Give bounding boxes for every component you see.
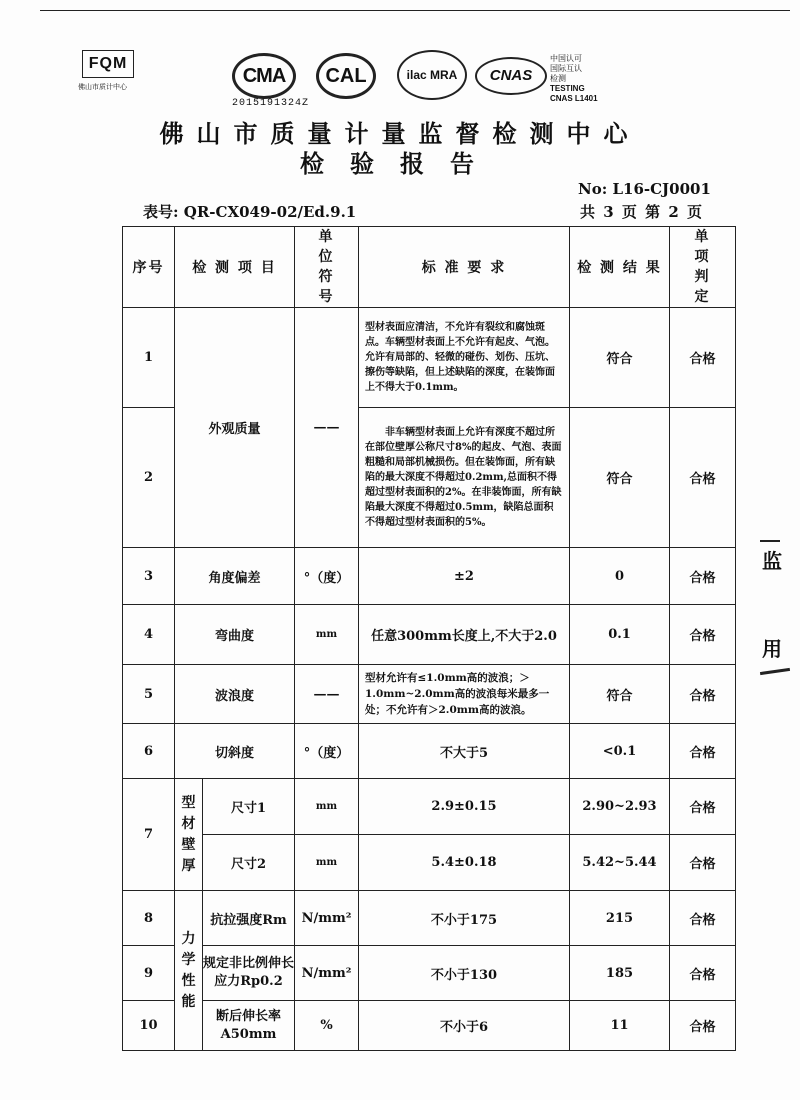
row-item: 切斜度 [175, 724, 295, 779]
row-result: 185 [570, 946, 670, 1001]
row-result: 2.90~2.93 [570, 779, 670, 835]
row-seq: 7 [123, 779, 175, 891]
row-judge: 合格 [670, 308, 736, 408]
row-std: 5.4±0.18 [359, 835, 570, 891]
table-row [123, 835, 736, 891]
col-header-judgement [670, 227, 736, 308]
row-judge: 合格 [670, 891, 736, 946]
table-row [123, 779, 736, 835]
row-std: 2.9±0.15 [359, 779, 570, 835]
row-judge: 合格 [670, 605, 736, 665]
row-item: 波浪度 [175, 665, 295, 724]
row-item: 断后伸长率A50mm [203, 1001, 295, 1051]
col-header-seq: 序号 [123, 227, 175, 308]
table-row [123, 891, 736, 946]
table-row [123, 605, 736, 665]
table-row [123, 724, 736, 779]
row-seq: 4 [123, 605, 175, 665]
margin-stamp-line [760, 668, 790, 675]
row-unit: N/mm² [295, 946, 359, 1001]
report-number: No: L16-CJ0001 [578, 180, 711, 198]
row-seq: 9 [123, 946, 175, 1001]
row-judge: 合格 [670, 408, 736, 548]
row-unit: —— [295, 665, 359, 724]
cma-seal: CMA [232, 53, 296, 99]
table-row [123, 665, 736, 724]
row-item: 角度偏差 [175, 548, 295, 605]
row-unit: °（度） [295, 548, 359, 605]
cma-number: 2015191324Z [232, 98, 310, 109]
row-result: 符合 [570, 308, 670, 408]
cal-seal: CAL [316, 53, 376, 99]
row-result: 215 [570, 891, 670, 946]
col-header-std: 标 准 要 求 [359, 227, 570, 308]
row-seq: 6 [123, 724, 175, 779]
col-header-item: 检 测 项 目 [175, 227, 295, 308]
row-result: 5.42~5.44 [570, 835, 670, 891]
cnas-text-en1: TESTING [550, 84, 585, 93]
cnas-logo: CNAS [475, 57, 547, 95]
row-std: 不小于6 [359, 1001, 570, 1051]
group-wall-thickness [175, 779, 203, 891]
row-result: 符合 [570, 408, 670, 548]
row-seq: 8 [123, 891, 175, 946]
row-result: 11 [570, 1001, 670, 1051]
row-judge: 合格 [670, 548, 736, 605]
row-item: 规定非比例伸长应力Rp0.2 [203, 946, 295, 1001]
top-border-line [40, 10, 790, 11]
row-judge: 合格 [670, 946, 736, 1001]
col-header-unit-text: 单位符号 [318, 229, 335, 305]
group-appearance: 外观质量 [175, 308, 295, 548]
row-unit: mm [295, 779, 359, 835]
table-row [123, 946, 736, 1001]
row-unit: N/mm² [295, 891, 359, 946]
cnas-text-block [550, 54, 598, 104]
row-seq: 2 [123, 408, 175, 548]
row-item: 弯曲度 [175, 605, 295, 665]
row-judge: 合格 [670, 1001, 736, 1051]
row-unit: % [295, 1001, 359, 1051]
row-judge: 合格 [670, 779, 736, 835]
inspection-table [122, 226, 736, 1051]
row-result: 符合 [570, 665, 670, 724]
group-mechanical [175, 891, 203, 1051]
cnas-text-cn3: 检测 [550, 74, 566, 83]
table-row [123, 548, 736, 605]
row-unit: °（度） [295, 724, 359, 779]
row-unit: —— [295, 308, 359, 548]
margin-stamp-fragment-1: 监 [762, 549, 782, 573]
row-std: 不小于175 [359, 891, 570, 946]
cnas-text-en2: CNAS L1401 [550, 94, 598, 103]
fqm-subtitle: 佛山市质计中心 [78, 84, 127, 91]
form-number: 表号: QR-CX049-02/Ed.9.1 [143, 203, 357, 221]
row-std: 型材允许有≤1.0mm高的波浪；＞1.0mm~2.0mm高的波浪每米最多一处；不允许有＞2.0mm高的波浪。 [359, 665, 570, 724]
row-seq: 10 [123, 1001, 175, 1051]
row-result: <0.1 [570, 724, 670, 779]
col-header-unit [295, 227, 359, 308]
row-std: 任意300mm长度上,不大于2.0 [359, 605, 570, 665]
table-row [123, 308, 736, 408]
row-std: 不小于130 [359, 946, 570, 1001]
org-title: 佛山市质量计量监督检测中心 [159, 119, 641, 148]
margin-stamp-mark [760, 540, 780, 542]
table-header-row [123, 227, 736, 308]
row-std: 型材表面应清洁，不允许有裂纹和腐蚀斑点。车辆型材表面上不允许有起皮、气泡。允许有局部的、轻微的碰伤、划伤、压坑、擦伤等缺陷，但上述缺陷的深度，在装饰面上不得大于0.1mm。 [359, 308, 570, 408]
report-title: 检验报告 [300, 149, 500, 178]
col-header-result: 检 测 结 果 [570, 227, 670, 308]
row-std: ±2 [359, 548, 570, 605]
row-seq: 3 [123, 548, 175, 605]
group-wall-thickness-text: 型材壁厚 [181, 794, 196, 874]
row-item: 尺寸1 [203, 779, 295, 835]
margin-stamp-fragment-2: 用 [762, 637, 782, 661]
table-row [123, 1001, 736, 1051]
row-judge: 合格 [670, 835, 736, 891]
row-judge: 合格 [670, 665, 736, 724]
row-item: 抗拉强度Rm [203, 891, 295, 946]
row-result: 0 [570, 548, 670, 605]
row-seq: 5 [123, 665, 175, 724]
row-std: 不大于5 [359, 724, 570, 779]
fqm-logo: FQM [82, 50, 134, 78]
cnas-text-cn2: 国际互认 [550, 64, 582, 73]
row-unit: mm [295, 605, 359, 665]
page-info: 共 3 页 第 2 页 [580, 203, 702, 221]
row-unit: mm [295, 835, 359, 891]
cnas-text-cn1: 中国认可 [550, 54, 582, 63]
row-result: 0.1 [570, 605, 670, 665]
row-judge: 合格 [670, 724, 736, 779]
row-item: 尺寸2 [203, 835, 295, 891]
row-std: 非车辆型材表面上允许有深度不超过所在部位壁厚公称尺寸8%的起皮、气泡、表面粗糙和局部机械损伤。但在装饰面，所有缺陷的最大深度不得超过0.2mm,总面积不得超过型材表面积的2%。在非装饰面，所有缺陷最大深度不得超过0.5mm，缺陷总面积不得超过型材表面积的5%。 [359, 408, 570, 548]
ilac-mra-seal: ilac MRA [397, 50, 467, 100]
row-seq: 1 [123, 308, 175, 408]
col-header-judgement-text: 单 项 判 定 [694, 229, 711, 305]
group-mechanical-text: 力学性能 [181, 930, 196, 1010]
